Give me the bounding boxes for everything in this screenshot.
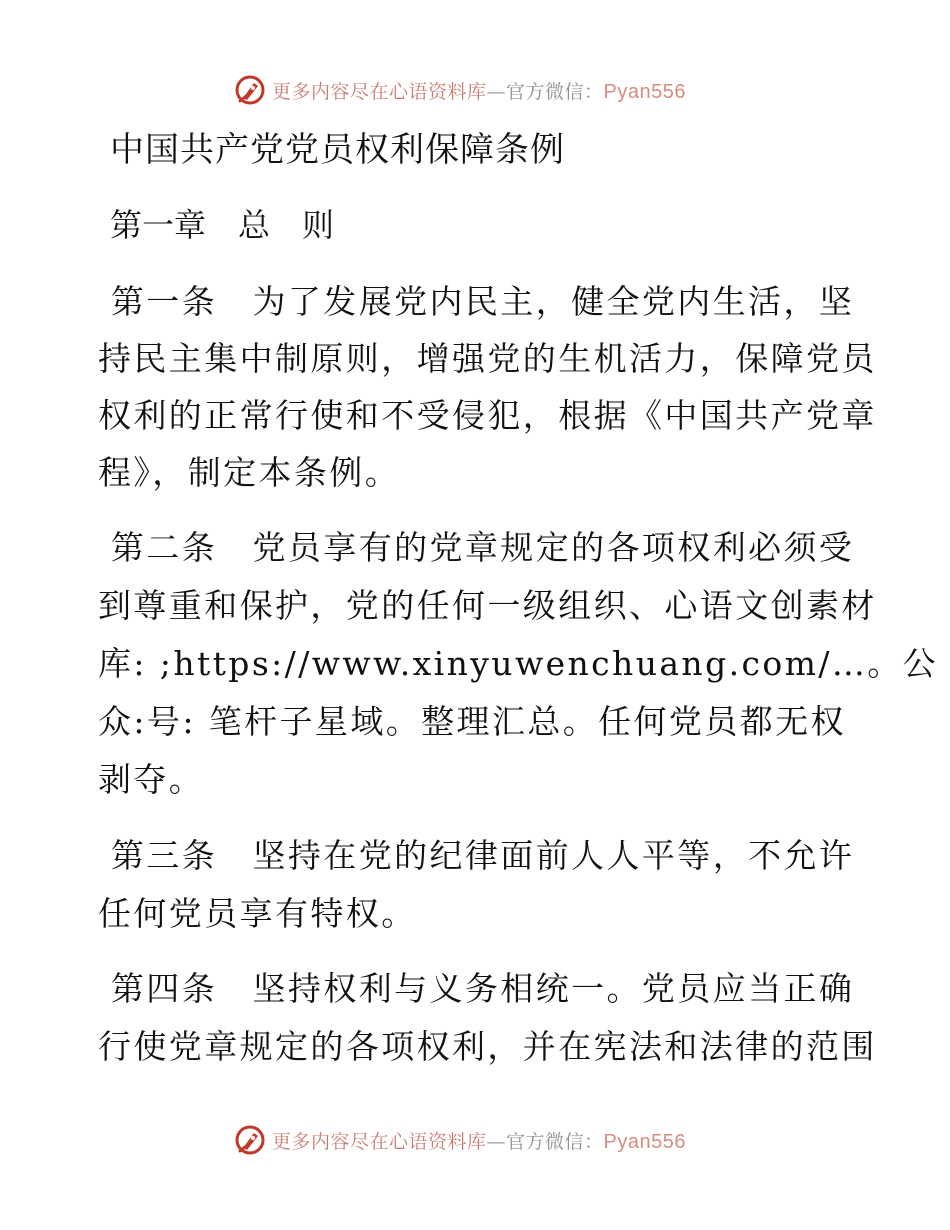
- header-watermark: [234, 70, 686, 110]
- document-title: 中国共产党党员权利保障条例: [110, 130, 565, 170]
- text-line: 第四条 坚持权利与义务相统一。党员应当正确: [98, 969, 855, 1008]
- pen-nib-logo-icon: [234, 73, 266, 107]
- text-line: 库: ;https://www.xinyuwenchuang.com/…。公: [98, 644, 939, 683]
- text-line: 剥夺。: [98, 760, 205, 799]
- text-line: 持民主集中制原则，增强党的生机活力，保障党员: [98, 339, 877, 378]
- text-line: 到尊重和保护，党的任何一级组织、心语文创素材: [98, 586, 877, 625]
- text-line: 权利的正常行使和不受侵犯，根据《中国共产党章: [98, 396, 877, 435]
- text-line: 任何党员享有特权。: [98, 894, 417, 933]
- watermark-text: 更多内容尽在心语资料库—官方微信：Pyan556: [272, 1130, 686, 1153]
- footer-watermark: [234, 1120, 686, 1160]
- text-line: 第一条 为了发展党内民主，健全党内生活，坚: [98, 282, 855, 321]
- text-line: 众:号: 笔杆子星域。整理汇总。任何党员都无权: [98, 702, 846, 741]
- text-line: 第三条 坚持在党的纪律面前人人平等，不允许: [98, 836, 855, 875]
- chapter-heading: 第一章 总 则: [110, 206, 335, 244]
- text-line: 行使党章规定的各项权利，并在宪法和法律的范围: [98, 1027, 877, 1066]
- pen-nib-logo-icon: [234, 1123, 266, 1157]
- watermark-text: 更多内容尽在心语资料库—官方微信：Pyan556: [272, 80, 686, 103]
- text-line: 第二条 党员享有的党章规定的各项权利必须受: [98, 528, 855, 567]
- text-line: 程》，制定本条例。: [98, 453, 401, 492]
